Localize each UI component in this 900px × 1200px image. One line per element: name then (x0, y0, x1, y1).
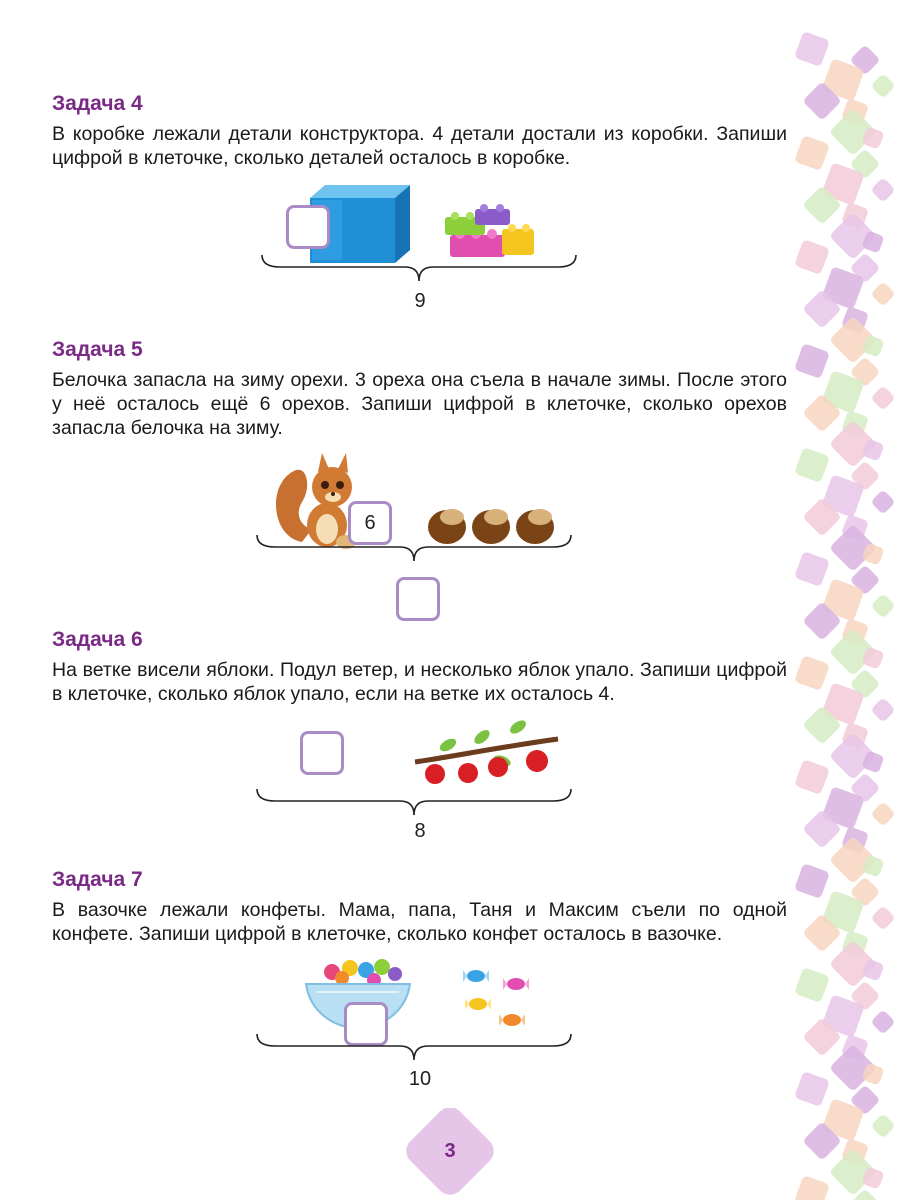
decorative-square (794, 135, 830, 171)
decorative-square (794, 31, 830, 67)
task-7-title: Задача 7 (52, 868, 143, 891)
task-4-text: В коробке лежали детали конструктора. 4 детали достали из коробки. Запиши цифрой в клеточке, сколько деталей осталось в коробке. (52, 123, 787, 169)
task-6-answer-box[interactable] (300, 731, 344, 775)
page-number: 3 (444, 1140, 456, 1162)
task-5-title: Задача 5 (52, 338, 143, 361)
task-4-total: 9 (414, 290, 426, 312)
task-5-given-box: 6 (348, 501, 392, 545)
task-5-answer-box[interactable] (396, 577, 440, 621)
task-6-total: 8 (414, 820, 426, 842)
decorative-square (870, 385, 895, 410)
task-7-illustration (0, 950, 900, 1100)
task-7-total: 10 (408, 1068, 432, 1090)
curly-brace (260, 253, 578, 283)
task-7 (52, 868, 787, 946)
task-6-title: Задача 6 (52, 628, 143, 651)
task-7-text: В вазочке лежали конфеты. Мама, папа, Таня и Максим съели по одной конфете. Запиши цифрой в клеточке, сколько конфет осталось в вазочке. (52, 899, 787, 945)
decorative-square (870, 1113, 895, 1138)
decorative-square (870, 73, 895, 98)
task-5-text: Белочка запасла на зиму орехи. 3 ореха она съела в начале зимы. После этого у неё осталось ещё 6 орехов. Запиши цифрой в клеточке, сколько орехов запасла белочка на зиму. (52, 369, 787, 439)
curly-brace (255, 787, 573, 817)
decorative-square (794, 863, 830, 899)
task-6-text: На ветке висели яблоки. Подул ветер, и несколько яблок упало. Запиши цифрой в клеточке, сколько яблок упало, если на ветке их осталось 4. (52, 659, 787, 705)
task-6-illustration (0, 715, 900, 850)
decorative-square (794, 1175, 830, 1200)
task-4-answer-box[interactable] (286, 205, 330, 249)
task-4-illustration (0, 175, 900, 315)
apple-branch-icon (410, 717, 560, 787)
decorative-square (794, 655, 830, 691)
curly-brace (255, 1032, 573, 1062)
decorative-square (794, 343, 830, 379)
task-5-illustration (0, 445, 900, 625)
decorative-square (870, 905, 895, 930)
candy-icon (458, 962, 538, 1034)
task-5 (52, 338, 787, 440)
task-4 (52, 92, 787, 170)
task-4-title: Задача 4 (52, 92, 143, 115)
task-6 (52, 628, 787, 706)
curly-brace (255, 533, 573, 563)
